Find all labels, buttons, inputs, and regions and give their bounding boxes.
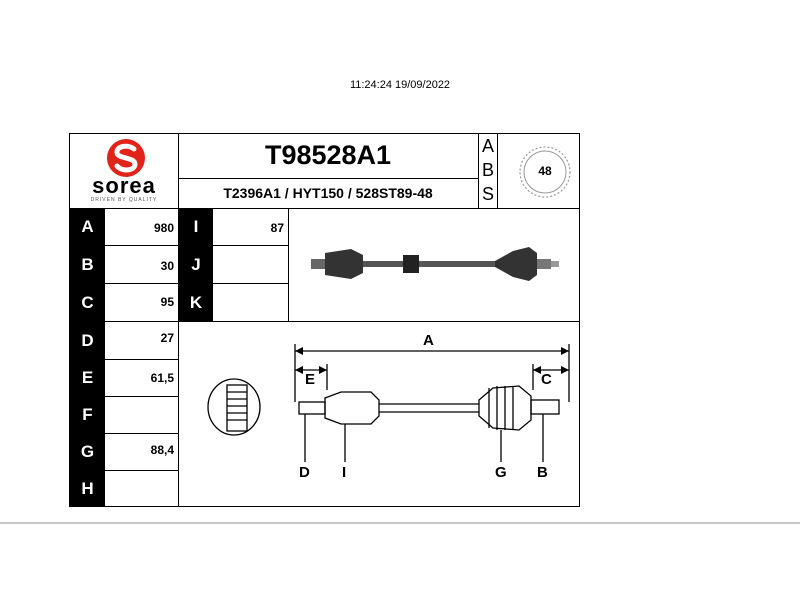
dimension-label-a: A (423, 332, 434, 349)
spec-value-e: 61,5 (150, 371, 174, 385)
spec-value-a: 980 (153, 221, 174, 235)
divider (497, 134, 498, 209)
divider (478, 134, 479, 209)
spec-letter-j: J (179, 246, 213, 283)
part-code: T98528A1 (264, 140, 392, 170)
dimension-diagram (179, 322, 579, 506)
dimension-label-e: E (305, 371, 316, 388)
dimension-label-i: I (342, 464, 347, 481)
spec-letter-a: A (70, 209, 105, 245)
spec-letter-i: I (179, 209, 213, 245)
abs-letter-a: A (481, 136, 494, 156)
dimension-label-d: D (299, 464, 310, 481)
product-photo (289, 209, 579, 321)
cross-references: T2396A1 / HYT150 / 528ST89-48 (223, 185, 433, 201)
spec-letter-c: C (70, 284, 105, 321)
spec-letter-e: E (70, 360, 105, 396)
print-timestamp: 11:24:24 19/09/2022 (349, 79, 451, 91)
abs-teeth-count: 48 (538, 164, 552, 178)
drive-shaft-photo-icon (289, 209, 579, 321)
dimension-label-b: B (537, 464, 548, 481)
brand-name: sorea (92, 173, 156, 198)
abs-letter-b: B (481, 160, 494, 180)
spec-letter-k: K (179, 284, 213, 321)
spec-value-b: 30 (160, 259, 174, 273)
spec-letter-g: G (70, 434, 105, 470)
brand-tagline: DRIVEN BY QUALITY (90, 197, 158, 203)
divider (178, 178, 478, 179)
spec-value-d: 27 (160, 331, 174, 345)
spec-value-c: 95 (160, 295, 174, 309)
spec-letter-d: D (70, 322, 105, 359)
abs-ring (517, 144, 573, 200)
product-sheet (69, 133, 580, 507)
abs-letter-s: S (481, 184, 494, 204)
drive-shaft-drawing-icon (179, 322, 579, 506)
spec-letter-h: H (70, 471, 105, 506)
dimension-label-c: C (541, 371, 552, 388)
spec-value-g: 88,4 (150, 443, 174, 457)
dimension-label-g: G (495, 464, 507, 481)
spec-value-i: 87 (270, 221, 284, 235)
brand-logo (70, 134, 178, 208)
spec-letter-b: B (70, 246, 105, 283)
spec-letter-f: F (70, 397, 105, 433)
page-separator (0, 522, 800, 524)
